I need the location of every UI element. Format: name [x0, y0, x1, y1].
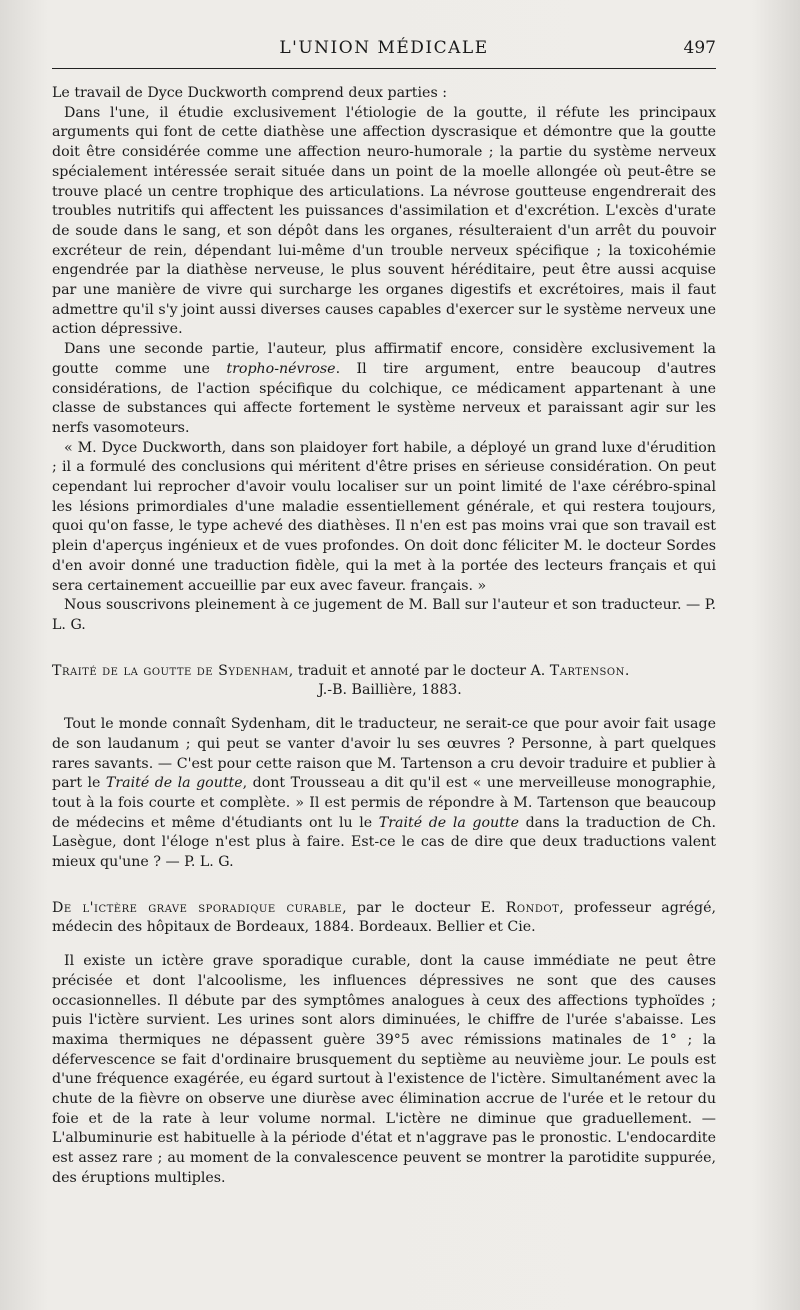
emphasis-traite-goutte-2: Traité de la goutte [378, 814, 519, 831]
review3-heading: De l'ictère grave sporadique curable, par le docteur E. Rondot, professeur agrégé, médecin des hôpitaux de Bordeaux, 1884. Bordeaux. Bellier et Cie. [52, 899, 716, 936]
page-number: 497 [683, 38, 716, 58]
review3-title: De l'ictère grave sporadique curable [52, 899, 343, 916]
review2-heading: Traité de la goutte de Sydenham, traduit et annoté par le docteur A. Tartenson. [52, 662, 630, 679]
review3-paragraph: Il existe un ictère grave sporadique curable, dont la cause immédiate ne peut être précisée et dont l'alcoolisme, les influences dépressives ne sont que des causes occasionnelles. Il débute par des symptômes analogues à ceux des affections typhoïdes ; puis l'ictère survient. Les urines sont alors diminuées, le chiffre de l'urée s'abaisse. Les maxima thermiques ne dépassent guère 39°5 avec rémissions matinales de 1° ; la défervescence se fait d'ordinaire brusquement du septième au neuvième jour. Le pouls est d'une fréquence exagérée, eu égard surtout à l'existence de l'ictère. Simultanément avec la chute de la fièvre on observe une diurèse avec élimination accrue de l'urée et le retour du foie et de la rate à leur volume normal. L'ictère ne diminue que graduellement. — L'albuminurie est habituelle à la période d'état et n'aggrave pas le pronostic. L'endocardite est assez rare ; au moment de la convalescence peuvent se montrer la parotidite suppurée, des éruptions multiples. [52, 953, 716, 1186]
review2-title: Traité de la goutte de Sydenham [52, 662, 289, 679]
header-rule [52, 68, 716, 69]
page-body [52, 84, 716, 1189]
running-title: L'UNION MÉDICALE [279, 38, 489, 58]
review3-author: Rondot [505, 899, 560, 916]
section1-intro: Le travail de Dyce Duckworth comprend deux parties : [52, 85, 448, 101]
emphasis-traite-goutte-1: Traité de la goutte [105, 775, 243, 792]
page-header [52, 34, 716, 64]
review2-author: Tartenson [549, 662, 625, 679]
review2-paragraph: Tout le monde connaît Sydenham, dit le traducteur, ne serait-ce que pour avoir fait usage de son laudanum ; qui peut se vanter d'avoir lu ses œuvres ? Personne, à part quelques rares savants. — C'est pour cette raison que M. Tartenson a cru devoir traduire et publier à part le Traité de la goutte, dont Trousseau a dit qu'il est « une merveilleuse monographie, tout à la fois courte et complète. » Il est permis de répondre à M. Tartenson que beaucoup de médecins et même d'étudiants ont lu le Traité de la goutte dans la traduction de Ch. Lasègue, dont l'éloge n'est plus à faire. Est-ce le cas de dire que deux traductions valent mieux qu'une ? — P. L. G. [52, 716, 716, 871]
review2-publisher: J.-B. Baillière, 1883. [318, 682, 462, 699]
section1-quote: « M. Dyce Duckworth, dans son plaidoyer fort habile, a déployé un grand luxe d'érudition ; il a formulé des conclusions qui méritent d'être prises en sérieuse considération. On peut cependant lui reprocher d'avoir voulu localiser sur un point limité de l'axe cérébro-spinal les lésions primordiales d'une maladie essentiellement générale, et qui restera toujours, quoi qu'on fasse, le type achevé des diathèses. Il n'en est pas moins vrai que son travail est plein d'aperçus ingénieux et de vues profondes. On doit donc féliciter M. le docteur Sordes d'en avoir donné une traduction fidèle, qui la met à la portée des lecteurs français et qui sera certainement accueillie par eux avec faveur. français. » [52, 439, 716, 594]
emphasis-tropho-nevrose: tropho-névrose [226, 360, 336, 377]
section1-paragraph-2: Dans une seconde partie, l'auteur, plus affirmatif encore, considère exclusivement la goutte comme une tropho-névrose. Il tire argument, entre beaucoup d'autres considérations, de l'action spécifique du colchique, ce médicament appartenant à une classe de substances qui affecte fortement le système nerveux et paraissant agir sur les nerfs vasomoteurs. [52, 341, 716, 436]
section1-paragraph-1: Dans l'une, il étudie exclusivement l'étiologie de la goutte, il réfute les principaux arguments qui font de cette diathèse une affection dyscrasique et démontre que la goutte doit être considérée comme une affection neuro-humorale ; la partie du système nerveux spécialement intéressée serait située dans un point de la moelle allongée où peut-être se trouve placé un centre trophique des articulations. La névrose goutteuse engendrerait des troubles nutritifs qui affectent les puissances d'assimilation et d'excrétion. L'excès d'urate de soude dans le sang, et son dépôt dans les organes, résulteraient d'un arrêt du pouvoir excréteur de rein, dépendant lui-même d'un trouble nerveux spécifique ; la toxicohémie engendrée par la diathèse nerveuse, le plus souvent héréditaire, peut être aussi acquise par une manière de vivre qui surcharge les organes digestifs et excrétoires, mais il faut admettre qu'il s'y joint aussi diverses causes capables d'exercer sur le système nerveux une action dépressive. [52, 104, 716, 338]
section1-conclusion: Nous souscrivons pleinement à ce jugement de M. Ball sur l'auteur et son traducteur. — P. L. G. [52, 597, 716, 633]
